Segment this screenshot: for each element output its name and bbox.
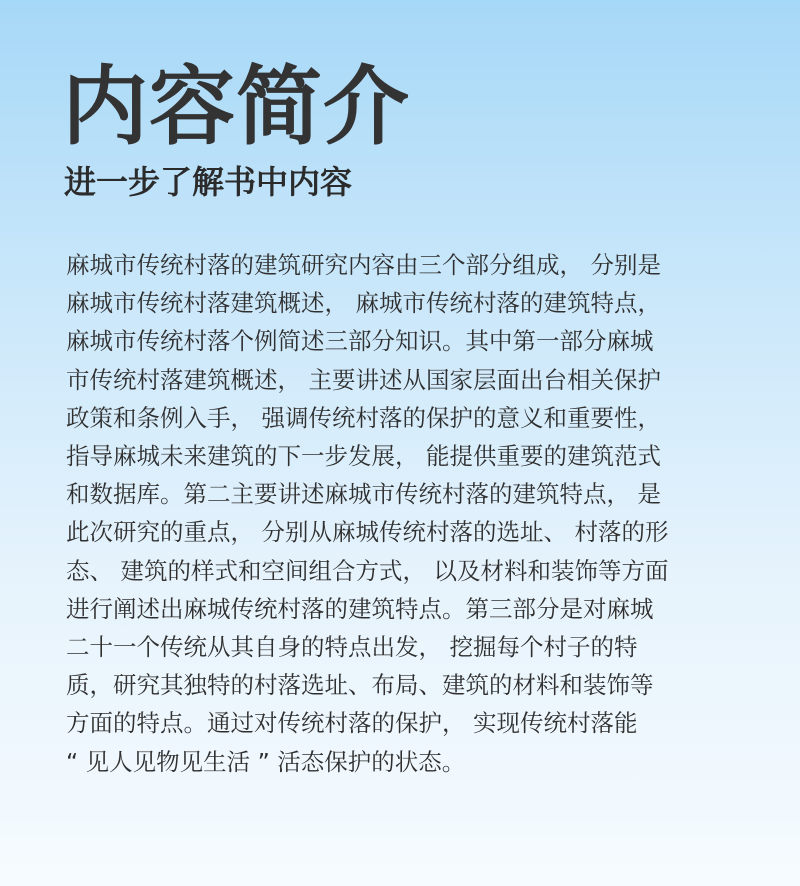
intro-paragraph: [66, 246, 746, 781]
paragraph-line: 市传统村落建筑概述， 主要讲述从国家层面出台相关保护: [66, 365, 661, 394]
paragraph-line: 和数据库。第二主要讲述麻城市传统村落的建筑特点， 是: [66, 480, 661, 509]
paragraph-line: 政策和条例入手， 强调传统村落的保护的意义和重要性，: [66, 403, 661, 432]
paragraph-line: 麻城市传统村落个例简述三部分知识。其中第一部分麻城: [66, 327, 654, 356]
paragraph-line: 此次研究的重点， 分别从麻城传统村落的选址、 村落的形: [66, 518, 669, 547]
page-title: 内容简介: [62, 57, 410, 157]
paragraph-line: 质，研究其独特的村落选址、布局、建筑的材料和装饰等: [66, 671, 654, 700]
paragraph-line: “ 见人见物见生活 ” 活态保护的状态。: [66, 747, 466, 776]
paragraph-line: 态、 建筑的样式和空间组合方式， 以及材料和装饰等方面: [66, 556, 669, 585]
paragraph-line: 指导麻城未来建筑的下一步发展， 能提供重要的建筑范式: [66, 442, 661, 471]
paragraph-line: 二十一个传统从其自身的特点出发， 挖掘每个村子的特: [66, 633, 638, 662]
paragraph-line: 麻城市传统村落建筑概述， 麻城市传统村落的建筑特点，: [66, 289, 661, 318]
paragraph-line: 麻城市传统村落的建筑研究内容由三个部分组成， 分别是: [66, 251, 661, 279]
paragraph-line: 进行阐述出麻城传统村落的建筑特点。第三部分是对麻城: [66, 594, 654, 623]
paragraph-line: 方面的特点。通过对传统村落的保护， 实现传统村落能: [66, 709, 638, 738]
page-subtitle: 进一步了解书中内容: [64, 163, 353, 201]
